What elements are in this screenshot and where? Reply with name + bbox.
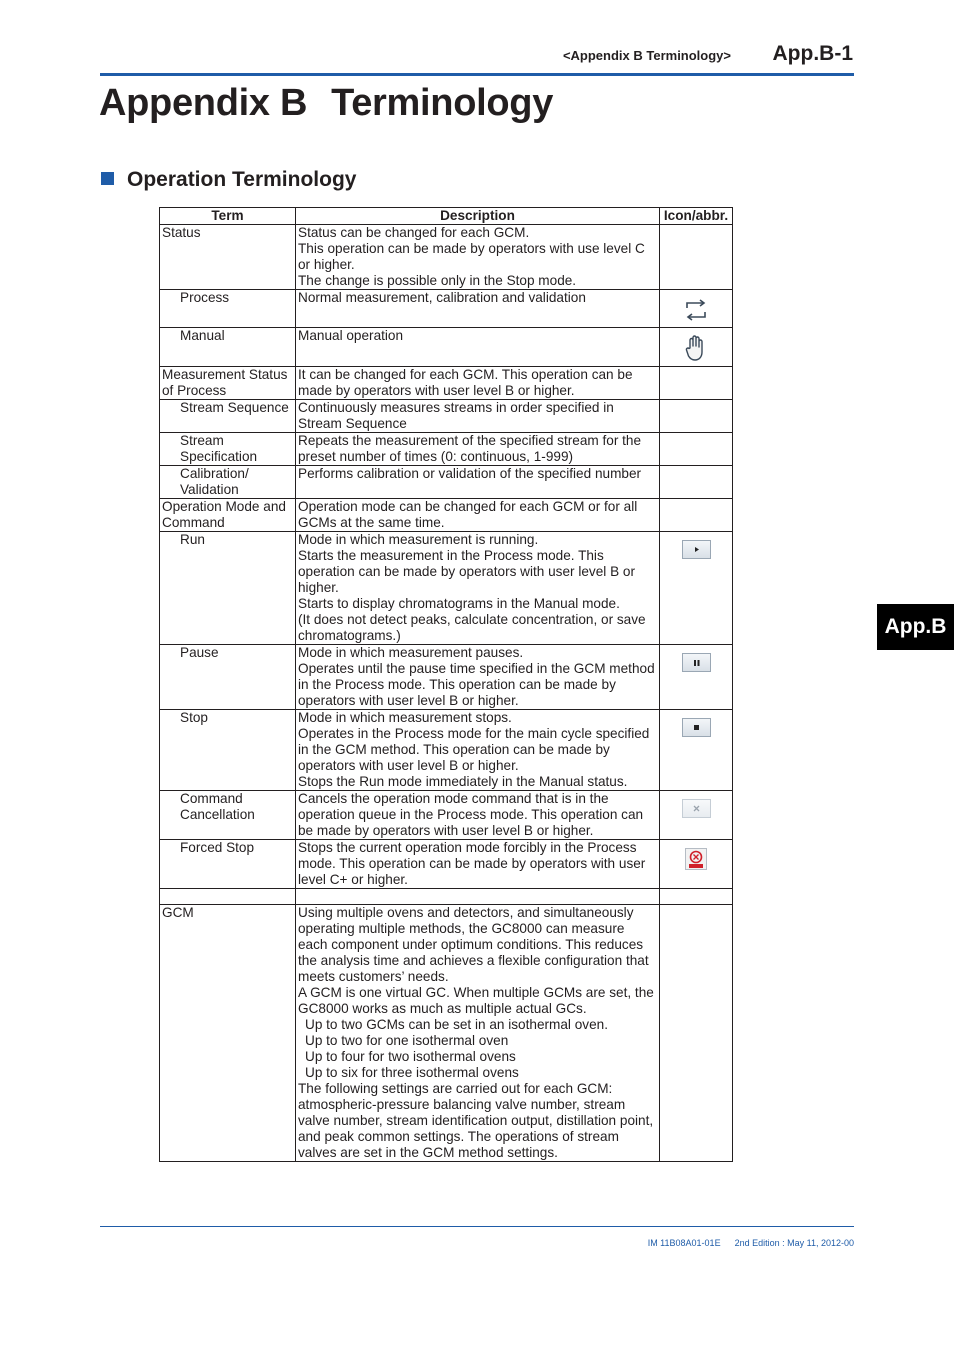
term-cell: Run [160,532,296,645]
run-button-icon [682,540,711,559]
description-line: Up to four for two isothermal ovens [305,1049,516,1064]
description-line: The following settings are carried out for each GCM: atmospheric-pressure balancing valve number, stream valve number, stream identification output, distillation point, and peak common settings. The operations of stream valves are set in the GCM method settings. [298,1081,654,1160]
description-line: Mode in which measurement is running. [298,532,539,547]
icon-cell [660,433,733,466]
description-line: Operation mode can be changed for each GCM or for all GCMs at the same time. [298,499,638,530]
description-line: Up to two for one isothermal oven [305,1033,509,1048]
term-cell: Process [160,290,296,328]
description-cell [296,466,660,499]
icon-cell [660,328,733,367]
description-cell [296,290,660,328]
icon-cell [660,791,733,840]
description-line: Status can be changed for each GCM. [298,225,530,240]
page-title-part1: Appendix B [99,82,308,124]
hand-icon [684,334,708,362]
description-line: Normal measurement, calibration and validation [298,290,586,305]
table-row [160,791,733,840]
term-cell: Stream Sequence [160,400,296,433]
description-line: Operates until the pause time specified in the GCM method in the Process mode. This operation can be made by operators with user level B or higher. [298,661,655,708]
icon-cell [660,400,733,433]
icon-cell [660,499,733,532]
icon-cell [660,290,733,328]
description-cell [296,433,660,466]
term-cell [160,889,296,905]
term-cell: Command Cancellation [160,791,296,840]
appendix-side-tab: App.B [877,604,954,650]
running-title: <Appendix B Terminology> [562,48,731,63]
terminology-table [159,207,733,1162]
icon-cell [660,840,733,889]
description-cell [296,840,660,889]
description-cell [296,791,660,840]
description-line: Repeats the measurement of the specified stream for the preset number of times (0: continuous, 1-999) [298,433,642,464]
description-line: Performs calibration or validation of the specified number [298,466,642,481]
table-row [160,905,733,1162]
forced-stop-icon [685,848,707,870]
description-line: Starts the measurement in the Process mode. This operation can be made by operators with user level B or higher. [298,548,636,595]
table-row [160,499,733,532]
col-header-term: Term [160,208,296,225]
footer [648,1238,854,1248]
description-line: Operates in the Process mode for the main cycle specified in the GCM method. This operation can be made by operators with user level B or higher. [298,726,650,773]
header-rule [100,73,854,76]
description-cell [296,532,660,645]
term-cell: Stream Specification [160,433,296,466]
page-title [99,82,553,125]
col-header-description: Description [296,208,660,225]
description-line: (It does not detect peaks, calculate concentration, or save chromatograms.) [298,612,646,643]
icon-cell [660,710,733,791]
description-line: Cancels the operation mode command that is in the operation queue in the Process mode. This operation can be made by operators with user level B or higher. [298,791,644,838]
description-line: Continuously measures streams in order specified in Stream Sequence [298,400,614,431]
description-line: A GCM is one virtual GC. When multiple GCMs are set, the GC8000 works as much as multiple actual GCs. [298,985,654,1016]
icon-cell [660,905,733,1162]
stop-button-icon [682,718,711,737]
footer-edition: 2nd Edition : May 11, 2012-00 [734,1238,854,1248]
description-line: Stops the Run mode immediately in the Manual status. [298,774,628,789]
description-cell [296,645,660,710]
process-cycle-icon [684,299,708,321]
table-row [160,400,733,433]
footer-rule [100,1226,854,1227]
description-cell [296,400,660,433]
table-row [160,840,733,889]
table-row [160,328,733,367]
table-header-row [160,208,733,225]
description-cell [296,225,660,290]
term-cell: Calibration/ Validation [160,466,296,499]
description-line: It can be changed for each GCM. This operation can be made by operators with user level B or higher. [298,367,633,398]
table-row [160,433,733,466]
section-heading [101,168,356,192]
col-header-icon: Icon/abbr. [660,208,733,225]
description-line: This operation can be made by operators with use level C or higher. [298,241,645,272]
description-cell [296,889,660,905]
description-line: Manual operation [298,328,404,343]
section-heading-text: Operation Terminology [127,168,357,191]
term-cell: GCM [160,905,296,1162]
term-cell: Pause [160,645,296,710]
description-line: Stops the current operation mode forcibly in the Process mode. This operation can be made by operators with user level C+ or higher. [298,840,646,887]
pause-button-icon [682,653,711,672]
icon-cell [660,466,733,499]
term-cell: Stop [160,710,296,791]
table-row [160,889,733,905]
description-line: Up to six for three isothermal ovens [305,1065,519,1080]
table-body [160,225,733,1162]
cancel-button-icon [682,799,711,818]
icon-cell [660,367,733,400]
term-cell: Manual [160,328,296,367]
description-cell [296,328,660,367]
table-row [160,290,733,328]
page-title-part2: Terminology [331,82,554,124]
table-row [160,710,733,791]
icon-cell [660,532,733,645]
table-row [160,367,733,400]
term-cell: Operation Mode and Command [160,499,296,532]
table-row [160,466,733,499]
description-cell [296,710,660,791]
description-line: Starts to display chromatograms in the Manual mode. [298,596,620,611]
description-cell [296,905,660,1162]
description-line: The change is possible only in the Stop mode. [298,273,577,288]
term-cell: Measurement Status of Process [160,367,296,400]
icon-cell [660,889,733,905]
table-row [160,645,733,710]
description-line: Mode in which measurement pauses. [298,645,524,660]
term-cell: Forced Stop [160,840,296,889]
description-cell [296,367,660,400]
icon-cell [660,645,733,710]
table-row [160,532,733,645]
footer-doc-number: IM 11B08A01-01E [647,1238,721,1248]
description-line: Up to two GCMs can be set in an isothermal oven. [305,1017,608,1032]
page-number: App.B-1 [772,42,853,65]
term-cell: Status [160,225,296,290]
description-line: Using multiple ovens and detectors, and simultaneously operating multiple methods, the GC8000 can measure each component under optimum conditions. This reduces the analysis time and achieves a flexible configuration that meets customers’ needs. [298,905,649,984]
description-cell [296,499,660,532]
description-line: Mode in which measurement stops. [298,710,512,725]
table-row [160,225,733,290]
square-bullet-icon [101,172,114,185]
icon-cell [660,225,733,290]
